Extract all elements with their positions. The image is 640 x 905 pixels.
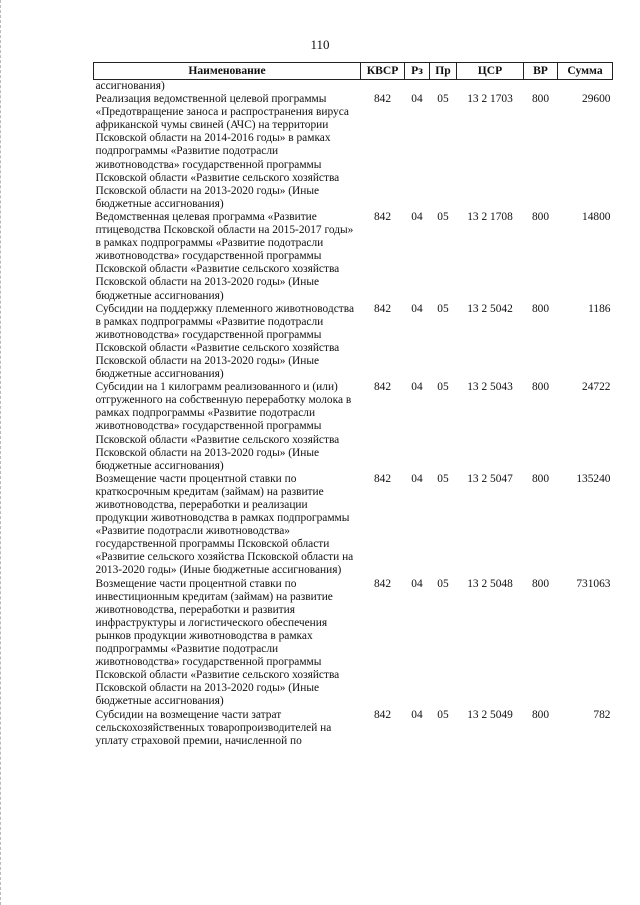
row-csr: 13 2 5048 xyxy=(467,577,513,590)
row-pr: 05 xyxy=(437,93,449,106)
page-number: 110 xyxy=(310,37,330,52)
row-vr: 800 xyxy=(531,381,550,394)
row-sum: 782 xyxy=(593,708,611,721)
header-pr: Пр xyxy=(430,63,457,80)
row-name: Ведомственная целевая программа «Развитие птицеводства Псковской области на 2015-2017 годы» в рамках подпрограммы «Развитие подотрасли животноводства» государственной программы Псковской области «Развитие сельского хозяйства Псковской области на 2013-2020 годы» (Иные бюджетные ассигнования) xyxy=(95,210,354,302)
row-kvsr: 842 xyxy=(373,381,392,394)
row-rz: 04 xyxy=(411,210,423,223)
row-csr: 13 2 5049 xyxy=(467,708,513,721)
row-pr: 05 xyxy=(437,472,449,485)
row-sum: 24722 xyxy=(582,381,611,394)
row-vr: 800 xyxy=(531,210,550,223)
row-csr: 13 2 1708 xyxy=(467,210,513,223)
row-vr: 800 xyxy=(531,708,550,721)
table-row xyxy=(94,381,613,473)
budget-table xyxy=(93,62,613,748)
row-csr: 13 2 1703 xyxy=(467,93,513,106)
table-row xyxy=(94,303,613,382)
table-row xyxy=(94,473,613,578)
row-sum: 731063 xyxy=(576,577,611,590)
row-sum: 14800 xyxy=(582,210,611,223)
row-pr: 05 xyxy=(437,381,449,394)
row-csr: 13 2 5043 xyxy=(467,381,513,394)
row-vr: 800 xyxy=(531,577,550,590)
row-name: Возмещение части процентной ставки по краткосрочным кредитам (займам) на развитие животноводства, переработки и реализации продукции животноводства в рамках подпрограммы «Развитие подотрасли животноводства» государственной программы Псковской области «Развитие сельского хозяйства Псковской области на 2013-2020 годы» (Иные бюджетные ассигнования) xyxy=(95,472,354,577)
row-name: Субсидии на 1 килограмм реализованного и (или) отгруженного на собственную переработку молока в рамках подпрограммы «Развитие подотрасли животноводства» государственной программы Псковской области «Развитие сельского хозяйства Псковской области на 2013-2020 годы» (Иные бюджетные ассигнования) xyxy=(95,381,352,472)
row-sum: 29600 xyxy=(582,93,611,106)
row-rz: 04 xyxy=(411,472,423,485)
header-name: Наименование xyxy=(94,63,361,80)
row-kvsr: 842 xyxy=(373,302,392,315)
row-rz: 04 xyxy=(411,381,423,394)
table-row-continuation xyxy=(94,80,613,94)
header-kvsr: КВСР xyxy=(361,63,405,80)
row-kvsr: 842 xyxy=(373,93,392,106)
row-name: Возмещение части процентной ставки по инвестиционным кредитам (займам) на развитие животноводства, переработки и развития инфраструктуры и логистического обеспечения рынков продукции животноводства в рамках подпрограммы «Развитие подотрасли животноводства» государственной программы Псковской области «Развитие сельского хозяйства Псковской области на 2013-2020 годы» (Иные бюджетные ассигнования) xyxy=(95,577,340,708)
row-rz: 04 xyxy=(411,302,423,315)
row-rz: 04 xyxy=(411,577,423,590)
row-vr: 800 xyxy=(531,93,550,106)
header-rz: Рз xyxy=(405,63,430,80)
header-csr: ЦСР xyxy=(457,63,524,80)
row-name: Субсидии на возмещение части затрат сельскохозяйственных товаропроизводителей на уплату страховой премии, начисленной по xyxy=(95,708,332,747)
row-kvsr: 842 xyxy=(373,708,392,721)
row-pr: 05 xyxy=(437,708,449,721)
table-row xyxy=(94,93,613,211)
row-kvsr: 842 xyxy=(373,577,392,590)
row-name: Субсидии на поддержку племенного животноводства в рамках подпрограммы «Развитие подотрасли животноводства» государственной программы Псковской области «Развитие сельского хозяйства Псковской области на 2013-2020 годы» (Иные бюджетные ассигнования) xyxy=(95,302,355,381)
row-rz: 04 xyxy=(411,93,423,106)
row-csr: 13 2 5042 xyxy=(467,302,513,315)
table-row xyxy=(94,709,613,748)
table-row xyxy=(94,578,613,709)
page-edge xyxy=(0,0,3,905)
header-vr: ВР xyxy=(524,63,558,80)
table-header-row xyxy=(94,63,613,80)
row-rz: 04 xyxy=(411,708,423,721)
row-name: Реализация ведомственной целевой программы «Предотвращение заноса и распространения вируса африканской чумы свиней (АЧС) на территории Псковской области на 2014-2016 годы» в рамках подпрограммы «Развитие подотрасли животноводства» государственной программы Псковской области «Развитие сельского хозяйства Псковской области на 2013-2020 годы» (Иные бюджетные ассигнования) xyxy=(95,93,349,210)
row-kvsr: 842 xyxy=(373,472,392,485)
row-sum: 135240 xyxy=(576,472,611,485)
row-vr: 800 xyxy=(531,472,550,485)
row-vr: 800 xyxy=(531,302,550,315)
row-pr: 05 xyxy=(437,577,449,590)
row-pr: 05 xyxy=(437,210,449,223)
header-sum: Сумма xyxy=(558,63,613,80)
continuation-text: ассигнования) xyxy=(95,80,165,92)
row-pr: 05 xyxy=(437,302,449,315)
row-csr: 13 2 5047 xyxy=(467,472,513,485)
row-sum: 1186 xyxy=(588,302,611,315)
row-kvsr: 842 xyxy=(373,210,392,223)
table-row xyxy=(94,211,613,303)
